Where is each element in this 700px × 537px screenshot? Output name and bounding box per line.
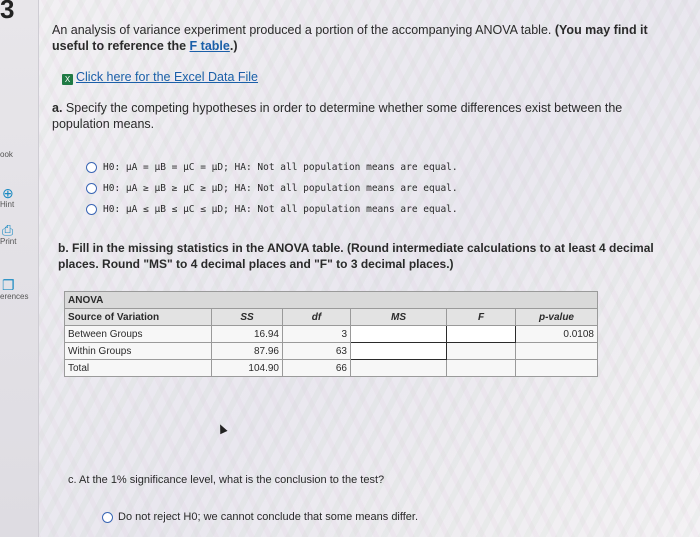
intro-text: An analysis of variance experiment produced a portion of the accompanying ANOVA table. bbox=[52, 23, 552, 37]
references-icon: ❐ bbox=[2, 277, 15, 293]
table-row bbox=[65, 326, 598, 343]
ss-cell: 16.94 bbox=[212, 326, 283, 343]
question-c: c. At the 1% significance level, what is the conclusion to the test? bbox=[68, 474, 385, 486]
option-label: H0: μA ≥ μB ≥ μC ≥ μD; HA: Not all population means are equal. bbox=[103, 183, 458, 194]
df-cell: 3 bbox=[283, 326, 351, 343]
column-header: F bbox=[447, 309, 516, 326]
ss-cell: 87.96 bbox=[212, 343, 283, 360]
question-c-text: At the 1% significance level, what is the conclusion to the test? bbox=[79, 474, 385, 486]
f-cell bbox=[447, 343, 516, 360]
question-b: b. Fill in the missing statistics in the ANOVA table. (Round intermediate calculations to at least 4 decimal places. Round "MS" to 4 decimal places and "F" to 3 decimal places.) bbox=[58, 241, 654, 271]
column-header: SS bbox=[212, 309, 283, 326]
mouse-cursor-icon bbox=[216, 423, 227, 435]
sidebar-item-label: ook bbox=[0, 150, 13, 159]
sidebar bbox=[0, 0, 39, 537]
question-number: 3 bbox=[0, 0, 15, 24]
sidebar-item-label: Hint bbox=[0, 200, 15, 209]
radio-button[interactable] bbox=[102, 512, 113, 523]
hint-icon: ⊕ bbox=[2, 185, 14, 201]
ms-input[interactable] bbox=[351, 343, 447, 360]
column-header: Source of Variation bbox=[65, 309, 212, 326]
sidebar-item-hint[interactable] bbox=[0, 186, 38, 209]
table-row bbox=[65, 360, 598, 377]
df-cell: 66 bbox=[283, 360, 351, 377]
question-b-text: Fill in the missing statistics in the ANOVA table. bbox=[72, 241, 344, 255]
sidebar-item-print[interactable] bbox=[0, 223, 38, 246]
hypothesis-option[interactable] bbox=[86, 178, 458, 199]
p-value-cell: 0.0108 bbox=[516, 326, 598, 343]
sidebar-item-label: erences bbox=[0, 292, 29, 301]
rounding-instructions: (Round intermediate calculations to at least 4 decimal places. Round "MS" to 4 decimal places and "F" to 3 decimal places.) bbox=[58, 241, 654, 271]
source-cell: Total bbox=[65, 360, 212, 377]
conclusion-option[interactable] bbox=[102, 511, 418, 523]
intro-note: (You may find it useful to reference the F table.) bbox=[52, 23, 648, 53]
ss-cell: 104.90 bbox=[212, 360, 283, 377]
sidebar-item-label: Print bbox=[0, 237, 17, 246]
p-value-cell bbox=[516, 343, 598, 360]
hypothesis-option[interactable] bbox=[86, 157, 458, 178]
df-cell: 63 bbox=[283, 343, 351, 360]
option-label: H0: μA ≤ μB ≤ μC ≤ μD; HA: Not all population means are equal. bbox=[103, 204, 458, 215]
question-a: a. Specify the competing hypotheses in order to determine whether some differences exist between the population means. bbox=[52, 101, 623, 131]
f-cell bbox=[447, 360, 516, 377]
radio-button[interactable] bbox=[86, 162, 97, 173]
print-icon: ⎙ bbox=[2, 222, 14, 238]
column-header: p-value bbox=[516, 309, 598, 326]
radio-button[interactable] bbox=[86, 204, 97, 215]
question-a-text: Specify the competing hypotheses in order to determine whether some differences exist between the population means. bbox=[52, 101, 623, 131]
p-value-cell bbox=[516, 360, 598, 377]
column-header: df bbox=[283, 309, 351, 326]
sidebar-item-references[interactable] bbox=[0, 278, 38, 301]
radio-button[interactable] bbox=[86, 183, 97, 194]
f-input[interactable] bbox=[447, 326, 516, 343]
option-label: H0: μA = μB = μC = μD; HA: Not all population means are equal. bbox=[103, 162, 458, 173]
ms-input[interactable] bbox=[351, 326, 447, 343]
anova-table bbox=[64, 291, 598, 377]
column-header: MS bbox=[351, 309, 447, 326]
hypothesis-option[interactable] bbox=[86, 199, 458, 220]
anova-title: ANOVA bbox=[65, 292, 598, 309]
ms-cell bbox=[351, 360, 447, 377]
hypothesis-options bbox=[86, 157, 458, 220]
sidebar-item-ebook[interactable] bbox=[0, 150, 38, 159]
excel-icon: X bbox=[62, 74, 73, 85]
source-cell: Within Groups bbox=[65, 343, 212, 360]
table-row bbox=[65, 343, 598, 360]
option-label: Do not reject H0; we cannot conclude that some means differ. bbox=[118, 511, 419, 523]
f-table-link[interactable]: F table bbox=[189, 39, 230, 53]
intro-paragraph bbox=[52, 22, 662, 54]
source-cell: Between Groups bbox=[65, 326, 212, 343]
excel-data-link[interactable]: X Click here for the Excel Data File bbox=[62, 70, 258, 85]
